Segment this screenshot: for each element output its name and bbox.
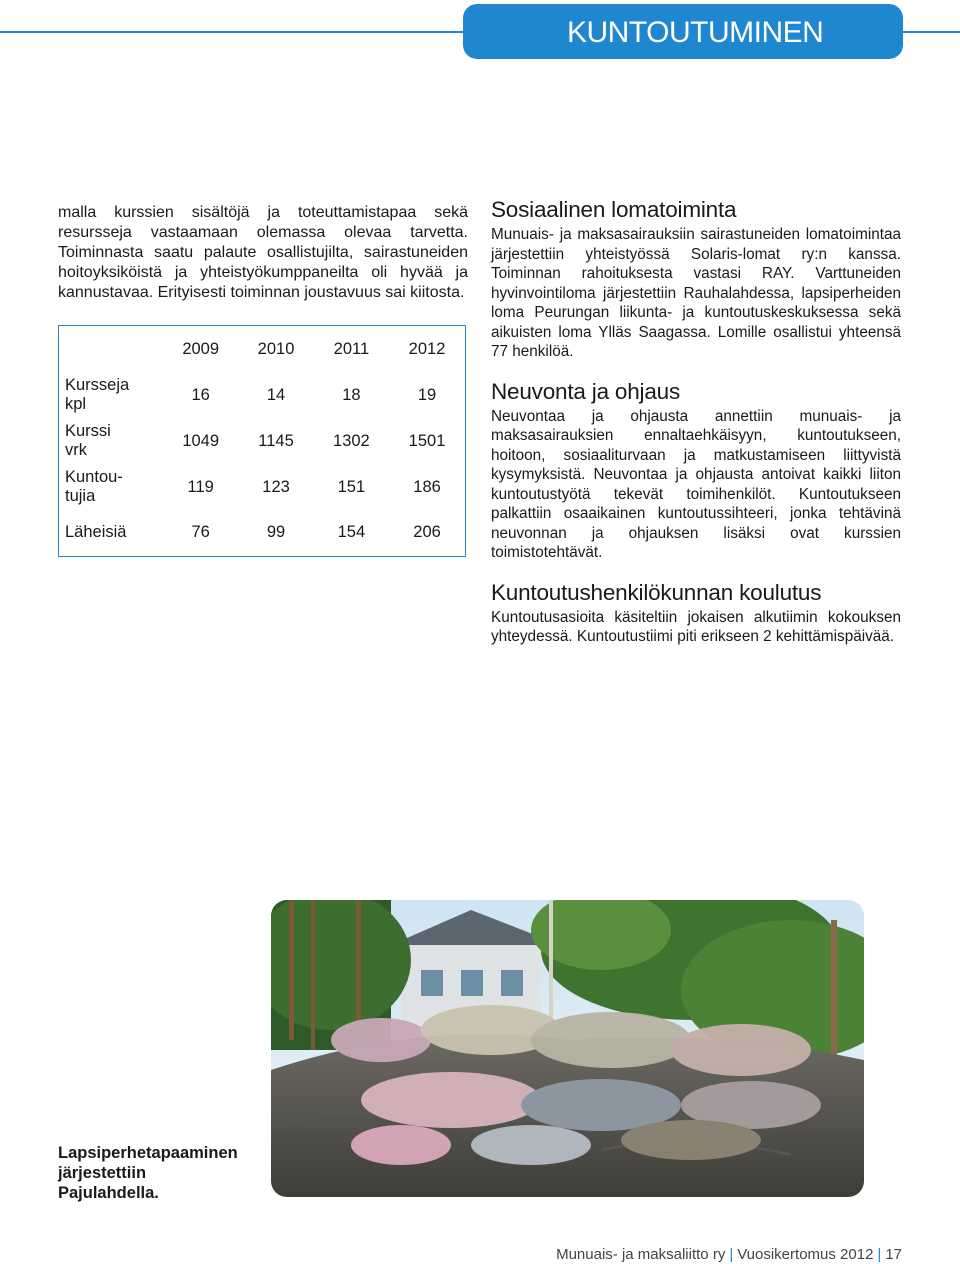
row-label: Kuntou- tujia — [65, 468, 123, 505]
table-cell: 18 — [342, 385, 361, 404]
table-cell: 119 — [187, 477, 214, 496]
section-heading: Neuvonta ja ohjaus — [491, 378, 681, 404]
row-label: Kurssi vrk — [65, 422, 111, 459]
year-header: 2011 — [333, 339, 370, 358]
year-header: 2012 — [408, 339, 446, 358]
page-footer — [556, 1246, 902, 1263]
footer-report: Vuosikertomus 2012 — [737, 1246, 874, 1263]
row-label: Läheisiä — [65, 523, 127, 542]
table-cell: 123 — [262, 477, 290, 496]
left-column — [58, 203, 468, 303]
section-heading: Kuntoutushenkilökunnan koulutus — [491, 579, 822, 605]
year-header: 2010 — [257, 339, 295, 358]
footer-publication: Munuais- ja maksaliitto ry — [556, 1246, 726, 1263]
table-cell: 1145 — [258, 431, 294, 450]
page-number: 17 — [885, 1246, 902, 1263]
table-corner — [59, 326, 164, 373]
table-cell: 186 — [413, 477, 441, 496]
row-label: Kursseja kpl — [65, 376, 130, 413]
table-cell: 76 — [191, 523, 210, 542]
table-row — [59, 418, 466, 464]
table-cell: 154 — [337, 523, 366, 542]
table-cell: 1302 — [333, 431, 370, 450]
footer-separator: | — [877, 1246, 882, 1263]
table-cell: 16 — [191, 385, 210, 404]
intro-paragraph: malla kurssien sisältöjä ja toteuttamistapaa sekä resursseja vastaamaan olemassa olevaa tarvetta. Toiminnasta saatu palaute osallistujilta, sairastuneiden hoitoyksiköistä ja yhteistyökumppaneilta oli hyvää ja kannustavaa. Erityisesti toiminnan joustavuus sai kiitosta. — [58, 204, 468, 301]
table-cell: 1049 — [182, 431, 220, 450]
section-title: KUNTOUTUMINEN — [567, 16, 824, 49]
section-heading: Sosiaalinen lomatoiminta — [491, 197, 737, 222]
table-cell: 1501 — [408, 431, 446, 450]
table-cell: 206 — [413, 523, 441, 542]
group-photo — [271, 900, 864, 1197]
section-body: Kuntoutusasioita käsiteltiin jokaisen alkutiimin kokouksen yhteydessä. Kuntoutustiimi piti erikseen 2 kehittämispäivää. — [491, 608, 901, 645]
photo-caption: Lapsiperhetapaaminen järjestettiin Pajulahdella. — [58, 1144, 238, 1202]
section-body: Neuvontaa ja ohjausta annettiin munuais- ja maksasairauksien ennaltaehkäisyyn, kuntoutukseen, hoitoon, sosiaaliturvaan ja matkustamiseen liittyvistä kysymyksistä. Neuvontaa ja ohjausta antoivat kaikki liiton kuntoutustyötä tekevät toimihenkilöt. Kuntoutukseen palkattiin osaaikainen kuntoutussihteeri, jonka tehtävinä neuvonnan ja ohjauksen lisäksi ovat kurssien toimistotehtävät. — [491, 407, 901, 561]
statistics-table — [58, 325, 466, 557]
footer-separator: | — [729, 1246, 734, 1263]
table-header-row — [59, 326, 466, 373]
table-row — [59, 464, 466, 510]
table-row — [59, 372, 466, 418]
table-cell: 99 — [266, 523, 286, 542]
table-row — [59, 510, 466, 556]
section-tab — [463, 4, 903, 59]
right-column — [491, 198, 901, 665]
table-cell: 151 — [337, 477, 366, 496]
year-header: 2009 — [182, 339, 220, 358]
section-body: Munuais- ja maksasairauksiin sairastuneiden lomatoimintaa järjestettiin yhteistyössä Solaris-lomat ry:n kanssa. Toiminnan rahoituksesta vastasi RAY. Varttuneiden hyvinvointiloma järjestettiin Rauhalahdessa, lapsiperheiden loma Peurungan liikunta- ja kuntoutuskeskuksessa sekä aikuisten loma Ylläs Saagassa. Lomille osallistui yhteensä 77 henkilöä. — [491, 226, 901, 360]
table-cell: 14 — [266, 385, 286, 404]
table-cell: 19 — [417, 385, 437, 404]
